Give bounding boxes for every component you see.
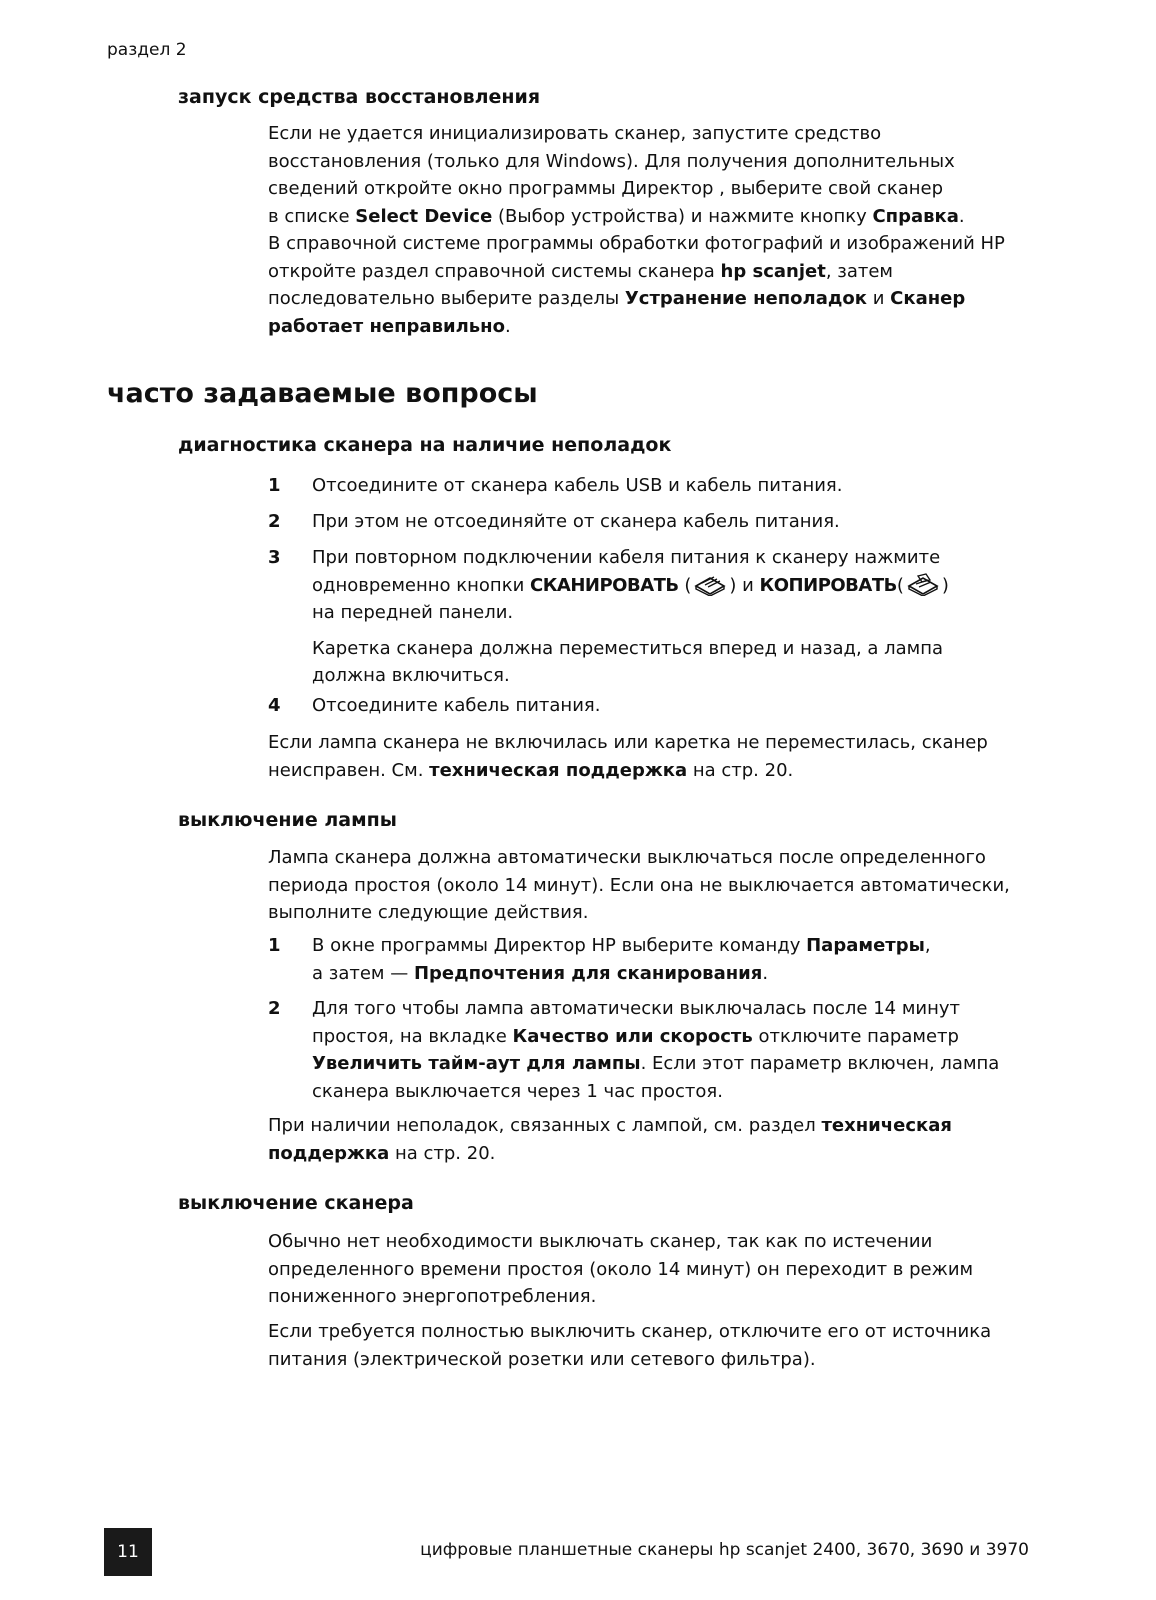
copy-button-icon <box>906 572 940 596</box>
section-label: раздел 2 <box>107 40 187 60</box>
scan-button-icon <box>693 572 727 596</box>
faq-title: часто задаваемые вопросы <box>107 378 538 409</box>
page-number: 11 <box>104 1528 152 1576</box>
scanner-paragraph-1: Обычно нет необходимости выключать сканер, так как по истечении определенного времени простоя (около 14 минут) он переходит в режим пониженного энергопотребления. <box>268 1231 974 1307</box>
scanner-heading: выключение сканера <box>178 1192 414 1214</box>
footer-title: цифровые планшетные сканеры hp scanjet 2400, 3670, 3690 и 3970 <box>420 1540 1029 1560</box>
diag-paragraph: Если лампа сканера не включилась или каретка не переместилась, сканер неисправен. См. техническая поддержка на стр. 20. <box>268 732 988 781</box>
diag-heading: диагностика сканера на наличие неполадок <box>178 434 672 456</box>
recovery-heading: запуск средства восстановления <box>178 86 541 108</box>
recovery-paragraph: Если не удается инициализировать сканер, запустите средство восстановления (только для Windows). Для получения дополнительных сведений откройте окно программы Директор , выберите свой сканер в списке Select Device (Выбор устройства) и нажмите кнопку Справка. В справочной системе программы обработки фотографий и изображений HP откройте раздел справочной системы сканера hp scanjet, затем последовательно выберите разделы Устранение неполадок и Сканер работает неправильно. <box>268 123 1005 337</box>
lamp-intro: Лампа сканера должна автоматически выключаться после определенного периода простоя (около 14 минут). Если она не выключается автоматически, выполните следующие действия. <box>268 847 1010 923</box>
lamp-paragraph: При наличии неполадок, связанных с лампой, см. раздел техническая поддержка на стр. 20. <box>268 1115 952 1164</box>
lamp-heading: выключение лампы <box>178 809 397 831</box>
scanner-paragraph-2: Если требуется полностью выключить сканер, отключите его от источника питания (электрической розетки или сетевого фильтра). <box>268 1321 992 1370</box>
